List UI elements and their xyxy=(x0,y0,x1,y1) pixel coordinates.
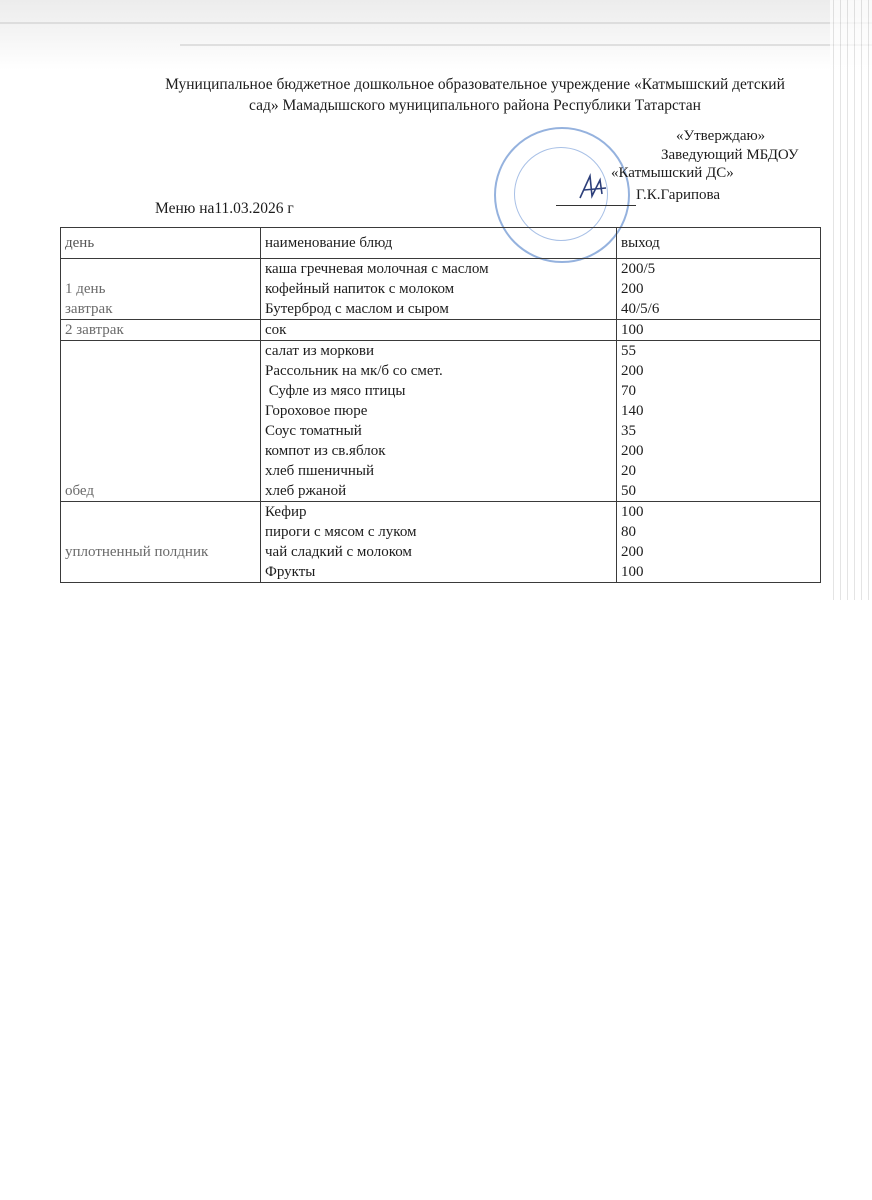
yield-cell xyxy=(617,502,821,583)
column-header-yield: выход xyxy=(617,228,821,259)
dish-cell xyxy=(261,341,617,502)
approval-line-2: Заведующий МБДОУ xyxy=(661,147,799,163)
scan-shadow-top xyxy=(0,0,872,70)
meal-row-second-breakfast xyxy=(61,320,821,341)
dish-name: компот из св.яблок xyxy=(265,443,386,459)
meal-row-breakfast xyxy=(61,259,821,320)
dish-yield: 80 xyxy=(621,524,636,540)
dish-name: Кефир xyxy=(265,504,307,520)
meal-label: завтрак xyxy=(65,301,113,317)
dish-yield: 55 xyxy=(621,343,636,359)
dish-yield: 40/5/6 xyxy=(621,301,660,317)
dish-yield: 70 xyxy=(621,383,636,399)
meal-label: 2 завтрак xyxy=(65,322,124,338)
meal-day-cell xyxy=(61,320,261,341)
dish-yield: 50 xyxy=(621,483,636,499)
dish-name: чай сладкий с молоком xyxy=(265,544,412,560)
dish-name: Гороховое пюре xyxy=(265,403,368,419)
dish-cell xyxy=(261,320,617,341)
column-header-dish: наименование блюд xyxy=(261,228,617,259)
dish-name: кофейный напиток с молоком xyxy=(265,281,455,297)
organization-title: Муниципальное бюджетное дошкольное образовательное учреждение «Катмышский детский сад» Мамадышского муниципального района Республики Татарстан xyxy=(165,76,785,114)
scan-artifact-line xyxy=(0,22,872,24)
dish-name: сок xyxy=(265,322,287,338)
table-header-row xyxy=(61,228,821,259)
dish-name: Соус томатный xyxy=(265,423,362,439)
dish-name: Фрукты xyxy=(265,564,316,580)
column-header-day: день xyxy=(61,228,261,259)
meal-day-cell xyxy=(61,259,261,320)
scan-artifact-line xyxy=(180,44,872,46)
meal-day-cell xyxy=(61,502,261,583)
dish-yield: 200 xyxy=(621,443,644,459)
dish-yield: 35 xyxy=(621,423,636,439)
dish-yield: 20 xyxy=(621,463,636,479)
dish-name: хлеб ржаной xyxy=(265,483,347,499)
day-label: 1 день xyxy=(65,281,106,297)
dish-yield: 200 xyxy=(621,544,644,560)
dish-name: пироги с мясом с луком xyxy=(265,524,417,540)
dish-yield: 100 xyxy=(621,322,644,338)
dish-name: хлеб пшеничный xyxy=(265,463,374,479)
meal-day-cell xyxy=(61,341,261,502)
dish-name: Бутерброд с маслом и сыром xyxy=(265,301,449,317)
dish-name: Рассольник на мк/б со смет. xyxy=(265,363,443,379)
meal-row-snack xyxy=(61,502,821,583)
meal-label: обед xyxy=(65,483,95,499)
dish-yield: 100 xyxy=(621,504,644,520)
signature-line xyxy=(556,205,636,206)
scan-artifact-edge xyxy=(830,0,872,600)
dish-cell xyxy=(261,502,617,583)
dish-name: Суфле из мясо птицы xyxy=(265,383,406,399)
dish-yield: 200/5 xyxy=(621,261,656,277)
handwritten-signature xyxy=(576,170,616,204)
yield-cell xyxy=(617,320,821,341)
dish-name: салат из моркови xyxy=(265,343,375,359)
menu-date: Меню на11.03.2026 г xyxy=(155,200,294,217)
dish-name: каша гречневая молочная с маслом xyxy=(265,261,489,277)
dish-yield: 140 xyxy=(621,403,644,419)
dish-yield: 100 xyxy=(621,564,644,580)
dish-cell xyxy=(261,259,617,320)
dish-yield: 200 xyxy=(621,363,644,379)
dish-yield: 200 xyxy=(621,281,644,297)
yield-cell xyxy=(617,259,821,320)
approval-line-4: Г.К.Гарипова xyxy=(636,187,721,203)
meal-label: уплотненный полдник xyxy=(65,544,209,560)
approval-line-3: «Катмышский ДС» xyxy=(611,165,734,181)
yield-cell xyxy=(617,341,821,502)
menu-table xyxy=(60,227,821,583)
approval-line-1: «Утверждаю» xyxy=(676,128,766,144)
meal-row-lunch xyxy=(61,341,821,502)
